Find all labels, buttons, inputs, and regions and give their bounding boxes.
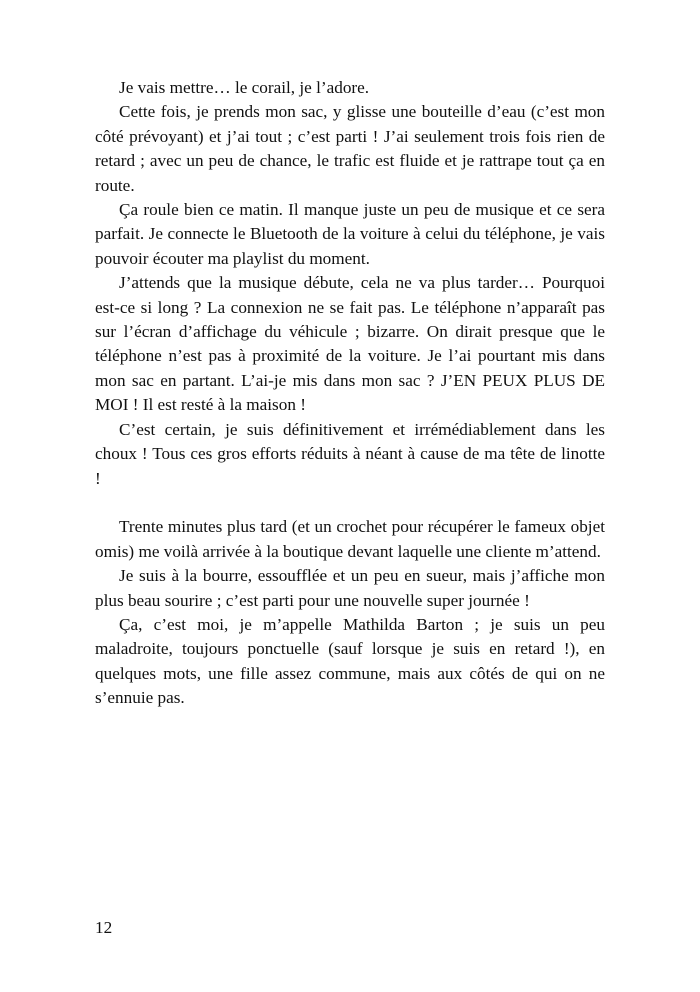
page-number: 12 xyxy=(95,918,113,937)
section-break xyxy=(95,491,605,515)
paragraph: C’est certain, je suis définitivement et irrémédiablement dans les choux ! Tous ces gros efforts réduits à néant à cause de ma tête de linotte ! xyxy=(95,419,605,488)
paragraph: Je suis à la bourre, essoufflée et un peu en sueur, mais j’affiche mon plus beau sourire ; c’est parti pour une nouvelle super journée ! xyxy=(95,566,605,610)
paragraph: Je vais mettre… le corail, je l’adore. xyxy=(119,78,370,97)
paragraph: J’attends que la musique débute, cela ne va plus tarder… Pourquoi est-ce si long ? La connexion ne se fait pas. Le téléphone n’apparaît pas sur l’écran d’affichage du véhicule ; bizarre. On dirait presque que le téléphone n’est pas à proximité de la voiture. Je l’ai pourtant mis dans mon sac en partant. L’ai-je mis dans mon sac ? J’EN PEUX PLUS DE MOI ! Il est resté à la maison ! xyxy=(95,273,605,415)
paragraph: Trente minutes plus tard (et un crochet pour récupérer le fameux objet omis) me voilà arrivée à la boutique devant laquelle une cliente m’attend. xyxy=(95,517,605,561)
page-body xyxy=(95,76,605,711)
paragraph: Cette fois, je prends mon sac, y glisse une bouteille d’eau (c’est mon côté prévoyant) et j’ai tout ; c’est parti ! J’ai seulement trois fois rien de retard ; avec un peu de chance, le trafic est fluide et je rattrape tout ça en route. xyxy=(95,102,605,195)
paragraph: Ça, c’est moi, je m’appelle Mathilda Barton ; je suis un peu maladroite, toujours ponctuelle (sauf lorsque je suis en retard !), en quelques mots, une fille assez commune, mais aux côtés de qui on ne s’ennuie pas. xyxy=(95,614,605,708)
paragraph: Ça roule bien ce matin. Il manque juste un peu de musique et ce sera parfait. Je connecte le Bluetooth de la voiture à celui du téléphone, je vais pouvoir écouter ma playlist du moment. xyxy=(95,200,605,268)
